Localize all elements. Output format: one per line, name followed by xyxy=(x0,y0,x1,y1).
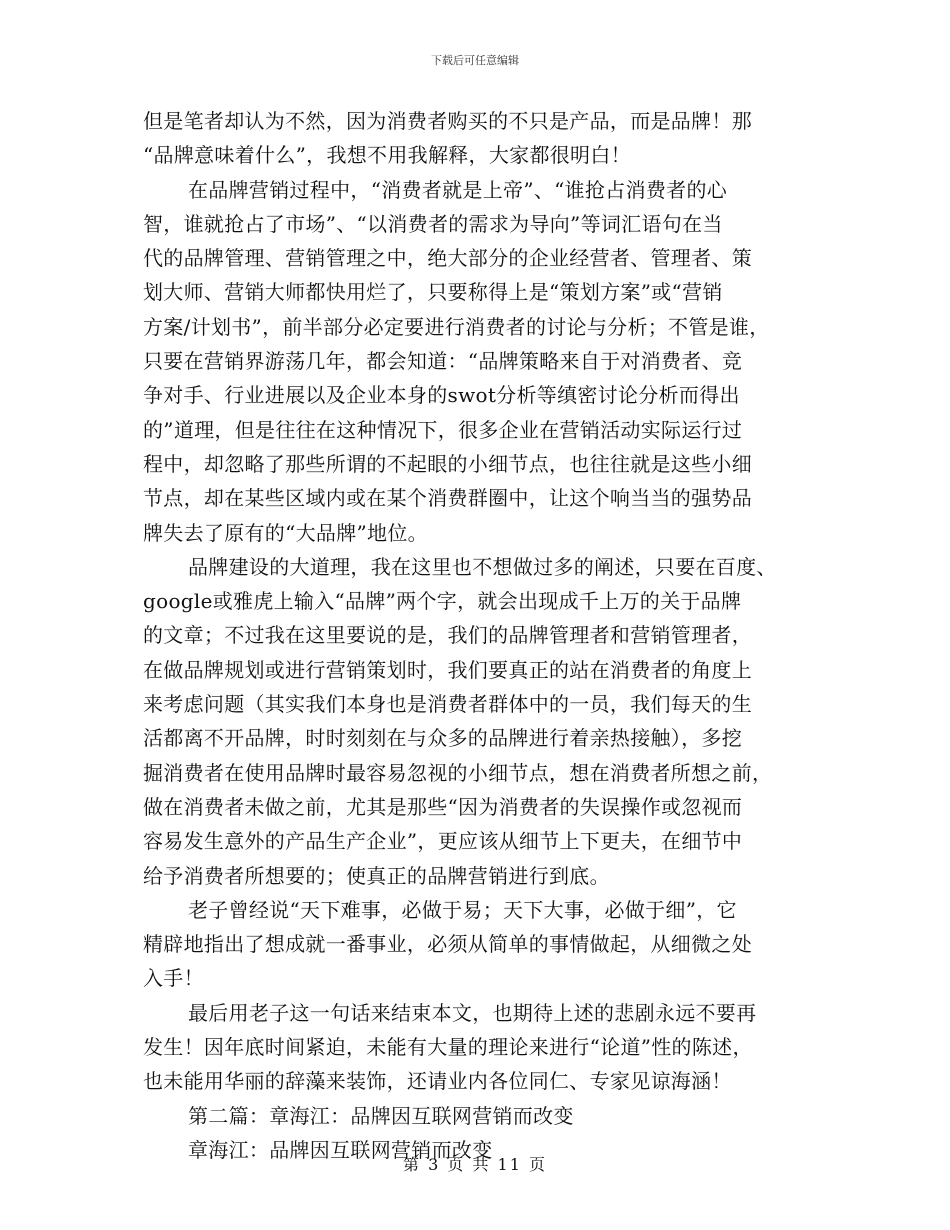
text-line: 精辟地指出了想成就一番事业，必须从简单的事情做起，从细微之处 xyxy=(143,932,752,957)
text-line: 做在消费者未做之前，尤其是那些“因为消费者的失误操作或忽视而 xyxy=(143,794,743,819)
text-line: 划大师、营销大师都快用烂了，只要称得上是“策划方案”或“营销 xyxy=(143,280,723,305)
text-line: 入手！ xyxy=(143,966,204,991)
text-line: 的”道理，但是往往在这种情况下，很多企业在营销活动实际运行过 xyxy=(143,417,743,442)
text-line: 活都离不开品牌，时时刻刻在与众多的品牌进行着亲热接触），多挖 xyxy=(143,726,742,751)
text-line: 只要在营销界游荡几年，都会知道：“品牌策略来自于对消费者、竞 xyxy=(143,349,743,374)
text-line: 程中，却忽略了那些所谓的不起眼的小细节点，也往往就是这些小细 xyxy=(143,451,752,476)
text-line: 掘消费者在使用品牌时最容易忽视的小细节点，想在消费者所想之前， xyxy=(143,760,773,785)
text-line: google或雅虎上输入“品牌”两个字，就会出现成千上万的关于品牌 xyxy=(143,589,742,614)
text-line: 也未能用华丽的辞藻来装饰，还请业内各位同仁、专家见谅海涵！ xyxy=(143,1069,732,1094)
document-body xyxy=(143,104,811,1167)
text-line: 牌失去了原有的“大品牌”地位。 xyxy=(143,520,428,545)
text-line: 的文章；不过我在这里要说的是，我们的品牌管理者和营销管理者， xyxy=(143,623,752,648)
text-line: 争对手、行业进展以及企业本身的swot分析等缜密讨论分析而得出 xyxy=(143,383,740,408)
text-line: 第二篇：章海江：品牌因互联网营销而改变 xyxy=(188,1103,574,1128)
page-header: 下载后可任意编辑 xyxy=(431,54,519,67)
text-line: 品牌建设的大道理，我在这里也不想做过多的阐述，只要在百度、 xyxy=(188,554,777,579)
text-line: 给予消费者所想要的；使真正的品牌营销进行到底。 xyxy=(143,863,610,888)
text-line: 智，谁就抢占了市场”、“以消费者的需求为导向”等词汇语句在当 xyxy=(143,211,723,236)
text-line: 在品牌营销过程中，“消费者就是上帝”、“谁抢占消费者的心 xyxy=(188,177,728,202)
text-line: 老子曾经说“天下难事，必做于易；天下大事，必做于细”，它 xyxy=(188,897,737,922)
text-line: 最后用老子这一句话来结束本文，也期待上述的悲剧永远不要再 xyxy=(188,1000,757,1025)
page-footer: 第 3 页 共 11 页 xyxy=(403,1155,547,1174)
text-line: “品牌意味着什么”，我想不用我解释，大家都很明白！ xyxy=(143,143,631,168)
text-line: 方案/计划书”，前半部分必定要进行消费者的讨论与分析；不管是谁， xyxy=(143,314,770,339)
text-line: 容易发生意外的产品生产企业”，更应该从细节上下更夫，在细节中 xyxy=(143,829,743,854)
text-line: 章海江：品牌因互联网营销而改变 xyxy=(188,1137,493,1162)
text-line: 来考虑问题（其实我们本身也是消费者群体中的一员，我们每天的生 xyxy=(143,692,752,717)
text-line: 在做品牌规划或进行营销策划时，我们要真正的站在消费者的角度上 xyxy=(143,657,752,682)
text-line: 节点，却在某些区域内或在某个消费群圈中，让这个响当当的强势品 xyxy=(143,486,752,511)
text-line: 代的品牌管理、营销管理之中，绝大部分的企业经营者、管理者、策 xyxy=(143,246,752,271)
text-line: 发生！因年底时间紧迫，未能有大量的理论来进行“论道”性的陈述， xyxy=(143,1035,753,1060)
text-line: 但是笔者却认为不然，因为消费者购买的不只是产品，而是品牌！那 xyxy=(143,109,752,133)
